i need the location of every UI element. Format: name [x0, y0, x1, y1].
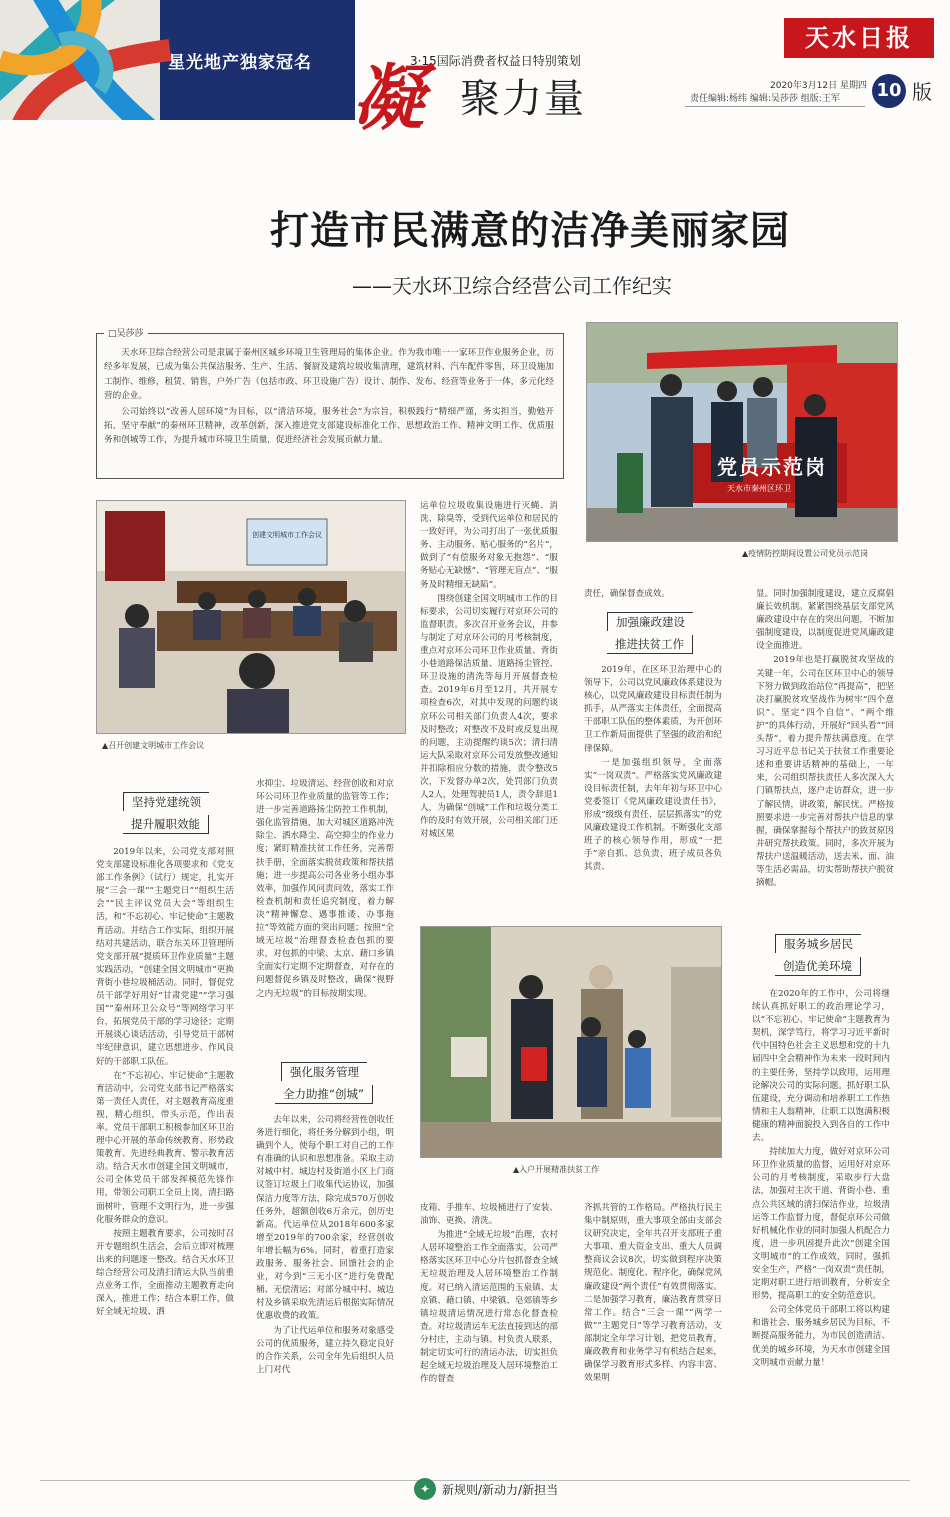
- party-post-photo: [586, 322, 898, 542]
- paragraph: 2019年也是打赢脱贫攻坚战的关键一年，公司在区环卫中心的领导下努力做到政治站位“再提高”，把坚决打赢脱贫攻坚战作为树牢“四个意识”、坚定“四个自信”、“两个维护”的具体行动，开展好“回头看”“回头帮”，着力提升帮扶满意度。在学习习近平总书记关于扶贫工作重要论述和重要讲话精神的基础上，一年来，公司组织帮扶责任人多次深入大门镇帮扶点，逐户走访群众，进一步了解民情，讲政策，解民忧。严格按照要求进一步完善对帮扶户信息的掌握，确保掌握每个帮扶户的致贫原因并研究帮扶政策。同时，多次开展为帮扶户送温暖活动，送去米、面、油等生活必需品，切实帮助帮扶户脱贫摘帽。: [756, 655, 894, 889]
- article-column-2a: [256, 778, 394, 1052]
- paragraph: 皮箱、手推车、垃圾桶进行了安装、油饰、更换、清洗。: [420, 1203, 558, 1227]
- caption-meeting: ▲召开创建文明城市工作会议: [102, 741, 205, 750]
- paragraph: 按照主题教育要求，公司按时召开专题组织生活会，会后立即对梳理出来的问题逐一整改。结合天水环卫综合经营公司及清扫清运大队当前重点业务工作，全面推动主题教育走向深入，推进工作；结合本职工作，做好全域无垃圾、洒: [96, 1228, 234, 1318]
- meeting-photo: [96, 500, 406, 734]
- paragraph: 一是加强组织领导，全面落实“一岗双责”。严格落实党风廉政建设目标责任制，去年年初与环卫中心党委签订《党风廉政建设责任书》，形成“级级有责任、层层抓落实”的党风廉政建设工作机制。不断强化支部班子的核心领导作用，形成“一把手”亲自抓、总负责，班子成员各负其责、: [584, 757, 722, 873]
- paragraph: 公司全体党员干部职工将以构建和谐社会、服务城乡居民为目标，不断提高服务能力，为市民创造清洁、优美的城乡环境，为天水市创建全国文明城市贡献力量！: [752, 1305, 890, 1368]
- paragraph: 去年以来，公司将经营性创收任务进行细化，将任务分解到小组，明确到个人，使每个职工对自己的工作有准确的认识和思想准备。采取主动对城中村、城边村及街道小区上门商议签订垃圾上门收集代运协议，加强保洁力度等方法，除完成570万创收任务外，超额创收6万余元，创历史新高。代运单位从2018年600多家增至2019年的700余家，经营创收年增长幅为6%。同时，着重打造家政服务、服务社会、回馈社会的企业，对今到“三无小区”进行免费配桶、无偿清运；对部分城中村、城边村及乡镇采取先清运后根据实际情况优惠收费的政策。: [256, 1115, 394, 1322]
- meeting-screen-text: 创建文明城市工作会议: [252, 531, 322, 539]
- sponsor-title: 星光地产独家冠名: [168, 53, 312, 73]
- section-heading-line2: 创造优美环境: [775, 957, 861, 976]
- byline: □吴莎莎: [104, 326, 148, 339]
- section-heading-line2: 全力助推“创城”: [275, 1085, 373, 1104]
- editor-line: 责任编辑:杨纬 编辑:吴莎莎 组版:王军: [690, 94, 840, 104]
- article-column-4c: [584, 1202, 722, 1414]
- main-headline: 打造市民满意的洁净美丽家园: [269, 209, 790, 254]
- caption-party-post: ▲疫情防控期间设置公司党员示范岗: [742, 549, 869, 558]
- article-column-4a: [584, 588, 722, 606]
- footer-slogan: 新规则/新动力/新担当: [442, 1483, 559, 1497]
- paragraph: 围绕创建全国文明城市工作的目标要求，公司切实履行对京环公司的监督职责。多次召开业务会议，并参与制定了对京环公司的月考核制度，重点对京环公司环卫作业质量、背街小巷道路保洁质量、道路扬尘管控、环卫设施的清洗等每月开展督查检查。2019年6月至12月，共开展专项检查6次，对其中发现的问题约谈京环公司相关部门负责人4次，要求及时整改；对整改不及时或反复出现的问题，主动提醒约谈5次；清扫清运大队采取对京环公司发放整改通知并扣除相应分数的措施，责令整改5次，下发督办单2次，处罚部门负责人2人，处理驾驶员1人，责令辞退1人，为确保“创城”工作和垃圾分类工作的及时有效开展，公司相关部门还对城区果: [420, 593, 558, 840]
- intro-text: [104, 346, 554, 470]
- section-heading-line1: 加强廉政建设: [607, 612, 693, 631]
- section-heading-integrity: [584, 612, 716, 654]
- article-column-2b: [256, 1114, 394, 1414]
- section-heading-residents: [752, 934, 884, 976]
- paragraph: 显。同时加强制度建设，建立反腐倡廉长效机制。紧紧围绕基层支部党风廉政建设中存在的突出问题，不断加强制度建设，以制度促进党风廉政建设全面推进。: [756, 589, 894, 652]
- article-column-5a: [756, 588, 894, 924]
- sponsor-banner: [0, 0, 355, 120]
- paragraph: 在“不忘初心、牢记使命”主题教育活动中，公司党支部书记严格落实第一责任人责任，对主题教育高度重视，精心组织，带头示范，作出表率。党员干部职工积极参加区环卫治理中心开展的革命传统教育、形势政策教育、先进经典教育、警示教育活动。结合天水市创建全国文明城市，公司全体党员干部发挥模范先锋作用，带领公司职工全员上岗，清扫路面树叶，管理不文明行为，进一步强化服务群众的意识。: [96, 1070, 234, 1225]
- poverty-visit-photo: [420, 926, 722, 1158]
- issue-date: 2020年3月12日 星期四: [770, 81, 867, 91]
- campaign-big-char: 凝: [352, 55, 425, 140]
- section-heading-line2: 推进扶贫工作: [607, 635, 693, 654]
- intro-paragraph: 公司始终以“改善人居环境”为目标，以“清洁环境，服务社会”为宗旨，积极践行“精细严谨，务实担当，勤勉开拓，坚守奉献”的秦州环卫精神，改革创新，深入推进党支部建设标准化工作、思想政治工作、精神文明工作、优质服务和创城等工作，为提升城市环境卫生质量，促进经济社会发展贡献力量。: [104, 406, 554, 446]
- section-heading-line2: 提升履职效能: [123, 815, 209, 834]
- paragraph: 运单位垃圾收集设施进行灭蝇、消洗、除臭等，受到代运单位和居民的一致好评，为公司打出了一张优质服务、主动服务、贴心服务的“名片”，做到了“有偿服务对象无抱怨”、“服务贴心无缺憾”、“管理无盲点”、“服务及时精细无缺陷”。: [420, 501, 558, 590]
- section-heading-service: [258, 1062, 390, 1104]
- page-number-badge: 10: [872, 74, 906, 108]
- post-sign-text: 党员示范岗: [717, 455, 827, 479]
- paragraph: 为了让代运单位和服务对象感受公司的优质服务，建立持久稳定良好的合作关系，公司全年先后组织人员上门对代: [256, 1325, 394, 1375]
- page-unit: 版: [912, 80, 932, 104]
- section-heading-line1: 强化服务管理: [281, 1062, 367, 1081]
- paragraph: 2019年以来，公司党支部对照党支部建设标准化各项要求和《党支部工作条例》（试行）规定，扎实开展“三会一课”“主题党日”“组织生活会”“民主评议党员大会”等组织生活，和“不忘初心、牢记使命”主题教育活动。并结合工作实际，组织开展结对共建活动，联合东关环卫管理所党支部开展“提质环卫作业质量”主题实践活动，“创建全国文明城市”更换背街小巷垃圾桶活动。同时，督促党员干部学好用好“甘肃党建”“学习强国”“秦州环卫公众号”等网络学习平台，拓展党员干部的学习途径；定期开展谈心谈话活动，引导党员干部树牢纪律意识，建立思想进步、作风良好的干部职工队伍。: [96, 847, 234, 1067]
- paragraph: 持续加大力度，做好对京环公司环卫作业质量的监督，运用好对京环公司的月考核制度，采取步行大盘法，加强对主次干道、背街小巷、重点公共区域的清扫保洁作业，垃圾清运等工作监督力度，督促京环公司做好机械化作业的同时加强人机配合力度，进一步巩固提升此次“创建全国文明城市”的工作成效，同时，强抓安全生产，严格“一岗双责”责任制，定期对职工进行培训教育，分析安全形势，提高职工的安全防范意识。: [752, 1147, 890, 1302]
- article-column-3a: [420, 500, 558, 904]
- caption-visit: ▲入户开展精准扶贫工作: [513, 1165, 600, 1174]
- article-column-5b: [752, 988, 890, 1414]
- paper-name: 天水日报: [784, 18, 934, 58]
- paragraph: 齐抓共管的工作格局。严格执行民主集中制原则，重大事项全部由支部会议研究决定，全年共召开支部班子重大事项、重大资金支出、重大人员调整商议会议8次，切实做到程序决策规范化、制度化、程序化，确保党风廉政建设“两个责任”有效贯彻落实。二是加强学习教育，廉洁教育贯穿日常工作。结合“三会一课”“两学一做”“主题党日”等学习教育活动，支部制定全年学习计划，把党员教育，廉政教育和业务学习有机结合起来，确保学习教育形式多样、内容丰富、效果明: [584, 1203, 722, 1384]
- intro-paragraph: 天水环卫综合经营公司是隶属于秦州区城乡环境卫生管理局的集体企业。作为我市唯一一家环卫作业服务企业，历经多年发展，已成为集公共保洁服务、生产、生活、餐厨及建筑垃圾收集清理，建筑材料、汽车配件零售，环卫设施加工制作、维修，租赁、销售，户外广告（包括市政、环卫设施广告）设计、制作、发布、经营等业务于一体，多元化经营的企业。: [104, 348, 554, 402]
- campaign-title: 聚力量: [460, 76, 586, 122]
- section-heading-line1: 坚持党建统领: [123, 792, 209, 811]
- article-column-4b: [584, 664, 722, 914]
- footer-logo-icon: ✦: [414, 1478, 436, 1500]
- paragraph: 在2020年的工作中，公司将继续认真抓好职工的政治理论学习，以“不忘初心、牢记使命”主题教育为契机，深学笃行，将学习习近平新时代中国特色社会主义思想和党的十九届四中全会精神作为未来一段时间内的主要任务，坚持学以致用，运用理论解决公司的实际问题。抓好职工队伍建设，充分调动和培养职工工作热情和主人翁精神，让职工以饱满积极健康的精神面貌投入到各自的工作中去。: [752, 989, 890, 1144]
- post-sign-small: 天水市秦州区环卫: [727, 484, 791, 493]
- campaign-label: 3·15国际消费者权益日特别策划: [410, 54, 581, 68]
- section-heading-line1: 服务城乡居民: [775, 934, 861, 953]
- article-column-1: [96, 846, 234, 1414]
- paragraph: 水抑尘、垃圾清运、经营创收和对京环公司环卫作业质量的监管等工作；进一步完善道路扬尘防控工作机制，强化监管措施，加大对城区道路冲洗除尘、洒水降尘、高空抑尘的作业力度；紧盯精准扶贫工作任务，完善帮扶手册，全面落实脱贫政策和帮扶措施；进一步提高公司各业务小组办事效率，加强作风问责问效，落实工作检查机制和责任追究制度，着力解决“精神懈怠、遇事推诿、办事拖拉”等效能方面的突出问题；按照“全域无垃圾”治理督查检查包抓的要求，对包抓的中梁、太京、藉口乡镇全面实行定期不定期督查，对存在的问题督促乡镇及时整改，确保“视野之内无垃圾”的目标按期实现。: [256, 779, 394, 999]
- paragraph: 为推进“全域无垃圾”治理，农村人居环境整治工作全面落实，公司严格落实区环卫中心分片包抓督查全域无垃圾治理及人居环境整治工作制度。对已纳入清运范围的玉泉镇、太京镇、藉口镇、中梁镇、皂郊镇等乡镇垃圾清运情况进行常态化督查检查。对垃圾清运车无法直接到达的部分村庄，主动与镇、村负责人联系，制定切实可行的清运办法，切实担负起全域无垃圾治理及人居环境整治工作的督查: [420, 1230, 558, 1385]
- header-rule: [685, 106, 865, 107]
- sub-headline: ——天水环卫综合经营公司工作纪实: [352, 274, 672, 298]
- paragraph: 2019年，在区环卫治理中心的领导下，公司以党风廉政体系建设为核心，以党风廉政建设目标责任制为抓手，从严落实主体责任，全面提高干部职工队伍的整体素质，为开创环卫工作新局面提供了坚强的政治和纪律保障。: [584, 665, 722, 754]
- section-heading-party: [100, 792, 232, 834]
- article-column-3b: [420, 1202, 558, 1414]
- paragraph: 责任，确保督查成效。: [584, 589, 670, 599]
